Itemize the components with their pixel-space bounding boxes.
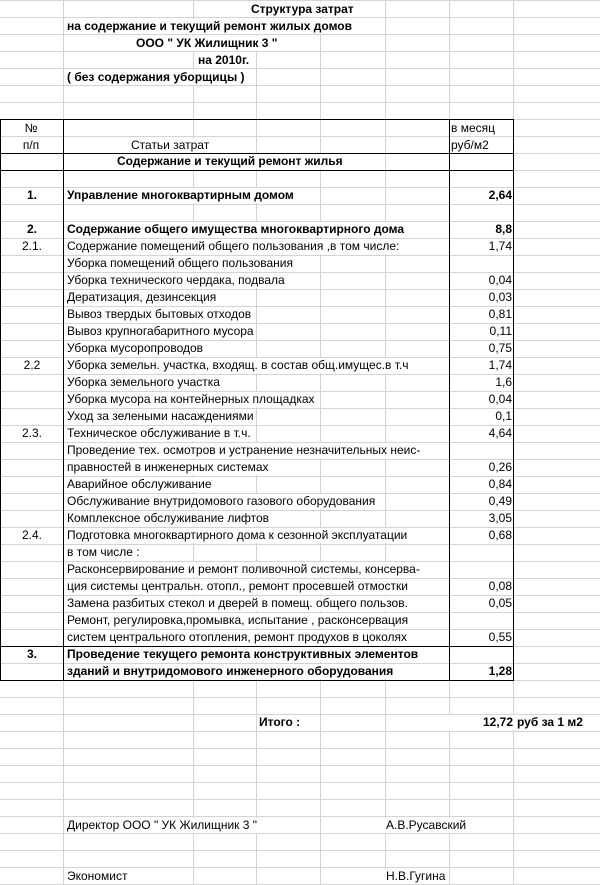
row-item-text: Аварийное обслуживание: [67, 477, 212, 491]
row-item-text: ция системы центральн. отопл., ремонт просевшей отмостки: [67, 579, 408, 593]
header-num-top: №: [24, 121, 38, 135]
row-number: 2.4.: [2, 528, 62, 543]
grid-row-line: [0, 816, 600, 817]
row-item-text: Комплексное обслуживание лифтов: [67, 511, 270, 525]
grid-row-line: [0, 85, 600, 86]
table-left-border: [0, 119, 1, 680]
row-number: 2.: [2, 222, 62, 237]
row-item-text: Уборка земельного участка: [67, 375, 220, 389]
total-value: 12,72: [440, 715, 514, 730]
total-unit: руб за 1 м2: [517, 715, 583, 729]
row-item-text: Вывоз твердых бытовых отходов: [67, 307, 252, 321]
row-item-text: Уборка мусоропроводов: [67, 341, 204, 355]
row-item-text: Уборка мусора на контейнерных площадках: [67, 392, 315, 406]
row-item-text: Уход за зелеными насаждениями: [67, 409, 254, 423]
grid-row-line: [0, 782, 600, 783]
grid-row-line: [0, 748, 600, 749]
signature-role-director: Директор ООО " УК Жилищник 3 ": [67, 818, 258, 832]
grid-row-line: [0, 867, 600, 868]
header-bottom-border: [0, 153, 514, 154]
header-value-bottom: руб/м2: [451, 138, 489, 152]
row-value: 1,74: [449, 358, 513, 373]
grid-row-line: [0, 850, 600, 851]
row-number: 1.: [2, 188, 62, 203]
signature-name-director: А.В.Русавский: [386, 818, 467, 832]
row-item-text: Управление многоквартирным домом: [67, 188, 294, 202]
row-item-text: систем центрального отопления, ремонт продухов в цоколях: [67, 630, 407, 644]
row3-top-border: [0, 646, 514, 647]
row-value: 0,81: [449, 307, 513, 322]
header-items: Статьи затрат: [131, 138, 210, 152]
row-item-text: в том числе :: [67, 545, 140, 559]
row-item-text: Расконсервирование и ремонт поливочной системы, консерва-: [67, 562, 420, 576]
row-value: 2,64: [449, 188, 513, 203]
title-line-1: Структура затрат: [251, 2, 354, 16]
grid-row-line: [0, 51, 600, 52]
row-item-text: Подготовка многоквартирного дома к сезонной эксплуатации: [67, 528, 408, 542]
row-value: 1,6: [449, 375, 513, 390]
header-num-bottom: п/п: [22, 138, 40, 152]
title-line-4: на 2010г.: [198, 53, 250, 67]
row-number: 3.: [2, 647, 62, 662]
row-item-text: Ремонт, регулировка,промывка, испытание , расконсервация: [67, 613, 409, 627]
grid-row-line: [0, 136, 600, 137]
section-bottom-border: [0, 170, 514, 171]
row-number: 2.3.: [2, 426, 62, 441]
row-value: 0,05: [449, 596, 513, 611]
row-value: 0,1: [449, 409, 513, 424]
table-bottom-border: [0, 680, 514, 681]
row-item-text: Уборка земельн. участка, входящ. в состав общ.имущес.в т.ч: [67, 358, 409, 372]
row-item-text: Содержание общего имущества многоквартирного дома: [67, 222, 405, 236]
row-value: 0,08: [449, 579, 513, 594]
row-value: 1,28: [449, 664, 513, 679]
table-top-border: [0, 119, 514, 120]
row-item-text: Замена разбитых стекол и дверей в помещ. общего пользов.: [67, 596, 408, 610]
row-item-text: Техническое обслуживание в т.ч.: [67, 426, 251, 440]
row-value: 0,49: [449, 494, 513, 509]
row-item-text: Дератизация, дезинсекция: [67, 290, 217, 304]
title-line-2: на содержание и текущий ремонт жилых домов: [67, 19, 353, 33]
row-value: 0,04: [449, 273, 513, 288]
row-value: 0,26: [449, 460, 513, 475]
header-value-top: в месяц: [451, 121, 496, 135]
row-item-text: Проведение текущего ремонта конструктивных элементов: [67, 647, 419, 661]
grid-row-line: [0, 102, 600, 103]
row-value: 8,8: [449, 222, 513, 237]
grid-row-line: [0, 731, 600, 732]
grid-row-line: [0, 204, 600, 205]
grid-row-line: [0, 34, 600, 35]
row-item-text: правностей в инженерных системах: [67, 460, 269, 474]
grid-row-line: [0, 697, 600, 698]
grid-row-line: [0, 799, 600, 800]
signature-name-economist: Н.В.Гугина: [386, 869, 446, 883]
row-value: 0,75: [449, 341, 513, 356]
row-value: 0,84: [449, 477, 513, 492]
row-item-text: Проведение тех. осмотров и устранение незначительных неис-: [67, 443, 421, 457]
row-item-text: Вывоз крупногабаритного мусора: [67, 324, 254, 338]
grid-row-line: [0, 765, 600, 766]
table-right-border: [513, 119, 514, 680]
signature-role-economist: Экономист: [67, 869, 128, 883]
section-title: Содержание и текущий ремонт жилья: [117, 154, 343, 168]
row-item-text: зданий и внутридомового инженерного оборудования: [67, 664, 394, 678]
title-line-3: ООО " УК Жилищник 3 ": [136, 36, 278, 50]
total-label: Итого :: [259, 715, 301, 729]
row-value: 0,03: [449, 290, 513, 305]
row-value: 4,64: [449, 426, 513, 441]
grid-row-line: [0, 68, 600, 69]
row-item-text: Содержание помещений общего пользования ,в том числе:: [67, 239, 400, 253]
grid-row-line: [0, 0, 600, 1]
title-line-5: ( без содержания уборщицы ): [67, 70, 245, 84]
row-value: 0,55: [449, 630, 513, 645]
row-number: 2.1.: [2, 239, 62, 254]
row-item-text: Уборка помещений общего пользования: [67, 256, 294, 270]
row-number: 2.2: [2, 358, 62, 373]
table-num-col-border: [63, 119, 64, 680]
row-item-text: Уборка технического чердака, подвала: [67, 273, 285, 287]
grid-row-line: [0, 17, 600, 18]
row-value: 0,68: [449, 528, 513, 543]
row-item-text: Обслуживание внутридомового газового оборудования: [67, 494, 376, 508]
row-value: 0,11: [449, 324, 513, 339]
row-value: 1,74: [449, 239, 513, 254]
grid-row-line: [0, 833, 600, 834]
row-value: 0,04: [449, 392, 513, 407]
row-value: 3,05: [449, 511, 513, 526]
table-value-col-border: [449, 119, 450, 680]
